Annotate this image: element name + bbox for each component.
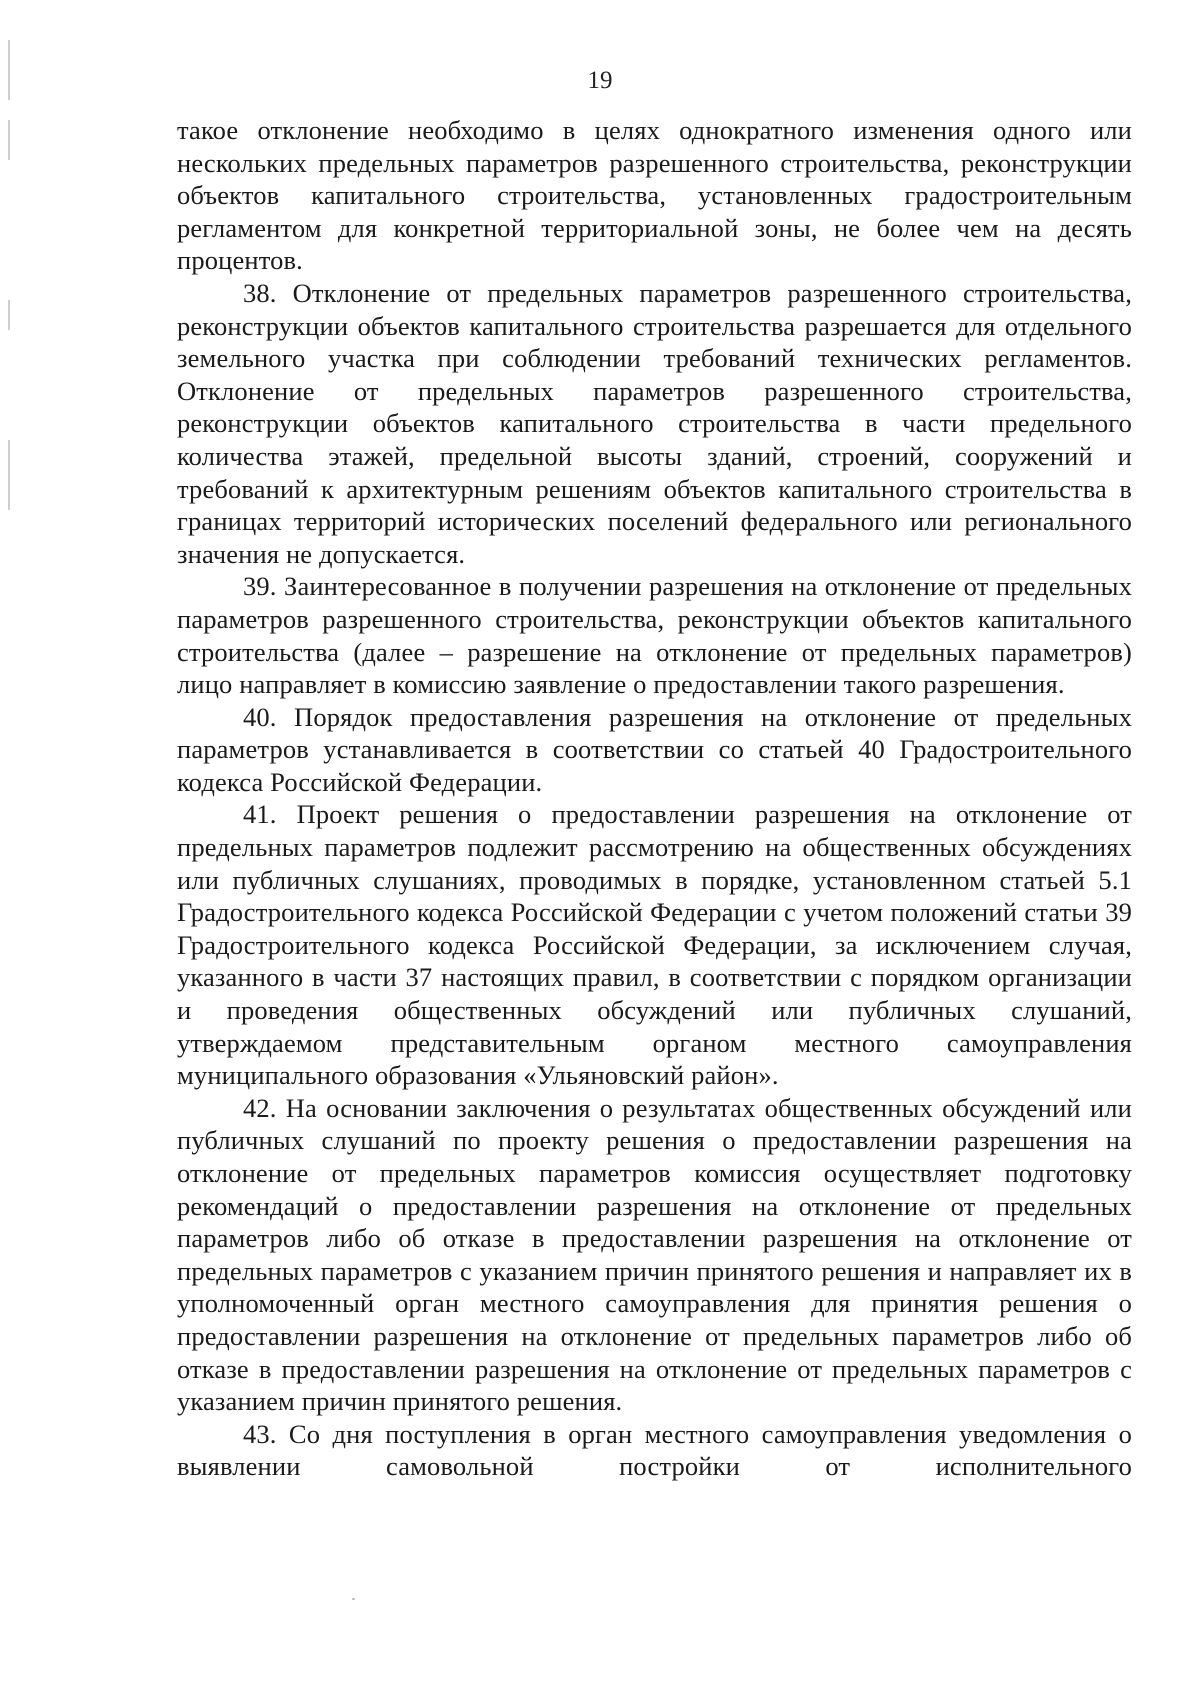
paragraph-41: 41. Проект решения о предоставлении разрешения на отклонение от предельных параметров подлежит рассмотрению на общественных обсуждениях или публичных слушаниях, проводимых в порядке, установленном статьей 5.1 Градостроительного кодекса Российской Федерации с учетом положений статьи 39 Градостроительного кодекса Российской Федерации, за исключением случая, указанного в части 37 настоящих правил, в соответствии с порядком организации и проведения общественных обсуждений или публичных слушаний, утверждаемом представительным органом местного самоуправления муниципального образования «Ульяновский район». (177, 799, 1132, 1091)
paragraph-continuation: такое отклонение необходимо в целях однократного изменения одного или нескольких предельных параметров разрешенного строительства, реконструкции объектов капитального строительства, установленных градостроительным регламентом для конкретной территориальной зоны, не более чем на десять процентов. (177, 115, 1132, 276)
scan-edge-mark (8, 120, 10, 160)
paragraph-43: 43. Со дня поступления в орган местного самоуправления уведомления о выявлении самовольной постройки от исполнительного (177, 1418, 1132, 1482)
paragraph-38: 38. Отклонение от предельных параметров разрешенного строительства, реконструкции объектов капитального строительства разрешается для отдельного земельного участка при соблюдении требований технических регламентов. Отклонение от предельных параметров разрешенного строительства, реконструкции объектов капитального строительства в части предельного количества этажей, предельной высоты зданий, строений, сооружений и требований к архитектурным решениям объектов капитального строительства в границах территорий исторических поселений федерального или регионального значения не допускается. (177, 277, 1132, 569)
scan-edge-mark (8, 440, 10, 510)
paragraph-42: 42. На основании заключения о результатах общественных обсуждений или публичных слушаний по проекту решения о предоставлении разрешения на отклонение от предельных параметров комиссия осуществляет подготовку рекомендаций о предоставлении разрешения на отклонение от предельных параметров либо об отказе в предоставлении разрешения на отклонение от предельных параметров с указанием причин принятого решения и направляет их в уполномоченный орган местного самоуправления для принятия решения о предоставлении разрешения на отклонение от предельных параметров либо об отказе в предоставлении разрешения на отклонение от предельных параметров с указанием причин принятого решения. (177, 1092, 1132, 1417)
scan-speck (352, 1598, 355, 1600)
paragraph-40: 40. Порядок предоставления разрешения на отклонение от предельных параметров устанавливается в соответствии со статьей 40 Градостроительного кодекса Российской Федерации. (177, 701, 1132, 797)
page-number: 19 (587, 67, 613, 94)
document-body (177, 114, 1132, 1483)
paragraph-39: 39. Заинтересованное в получении разрешения на отклонение от предельных параметров разрешенного строительства, реконструкции объектов капитального строительства (далее – разрешение на отклонение от предельных параметров) лицо направляет в комиссию заявление о предоставлении такого разрешения. (177, 571, 1132, 700)
scan-edge-mark (8, 300, 10, 330)
